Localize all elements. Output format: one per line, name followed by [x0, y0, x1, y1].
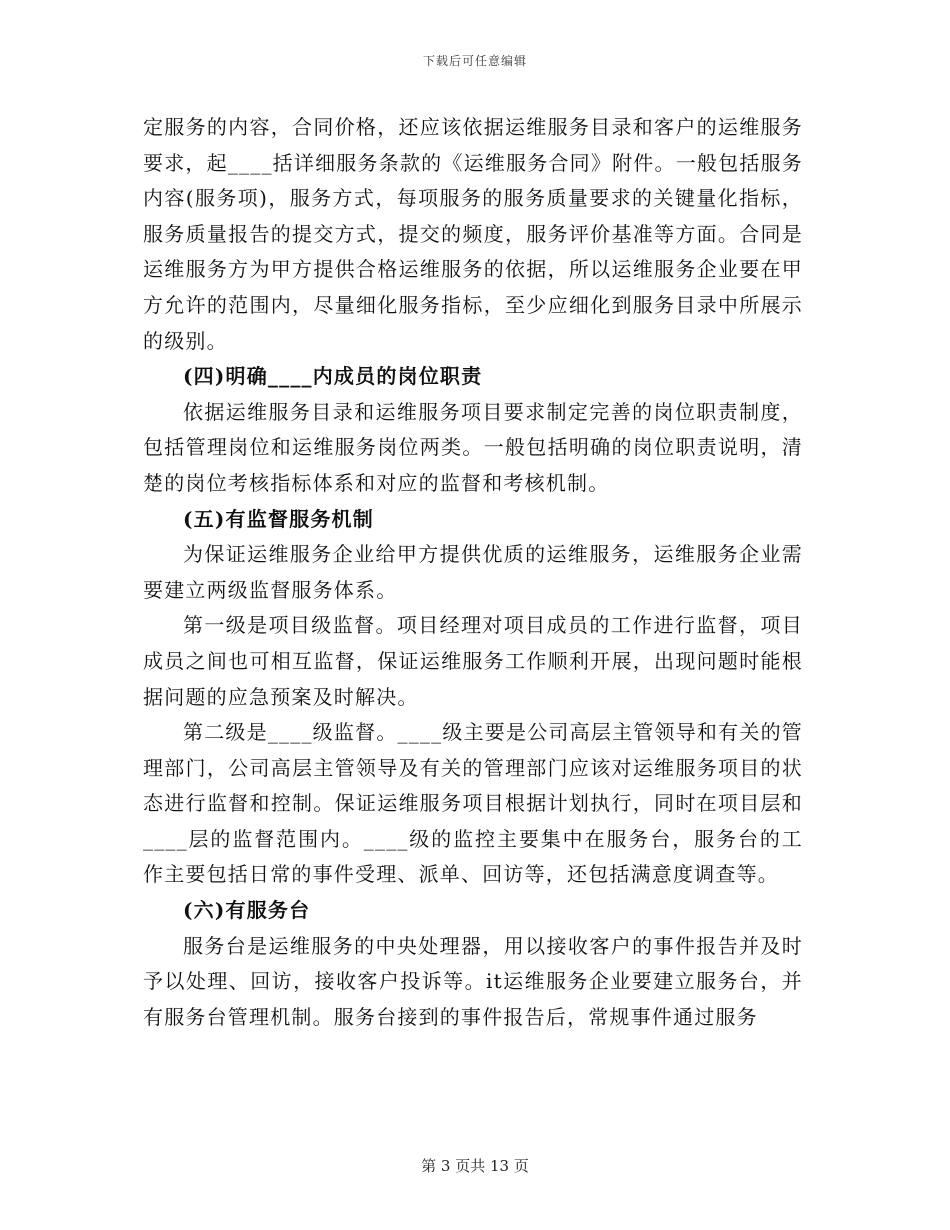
- paragraph-service-desk: 服务台是运维服务的中央处理器，用以接收客户的事件报告并及时予以处理、回访，接收客户投诉等。it运维服务企业要建立服务台，并有服务台管理机制。服务台接到的事件报告后，常规事件通过服务: [143, 933, 803, 1029]
- paragraph-first-level: 第一级是项目级监督。项目经理对项目成员的工作进行监督，项目成员之间也可相互监督，保证运维服务工作顺利开展，出现问题时能根据问题的应急预案及时解决。: [143, 613, 803, 709]
- paragraph-contract-details: 定服务的内容，合同价格，还应该依据运维服务目录和客户的运维服务要求，起____括详细服务条款的《运维服务合同》附件。一般包括服务内容(服务项)，服务方式，每项服务的服务质量要求的关键量化指标，服务质量报告的提交方式，提交的频度，服务评价基准等方面。合同是运维服务方为甲方提供合格运维服务的依据，所以运维服务企业要在甲方允许的范围内，尽量细化服务指标，至少应细化到服务目录中所展示的级别。: [143, 115, 803, 353]
- heading-section-5: (五)有监督服务机制: [183, 506, 374, 531]
- paragraph-supervision-intro: 为保证运维服务企业给甲方提供优质的运维服务，运维服务企业需要建立两级监督服务体系。: [143, 542, 803, 602]
- heading-section-4: (四)明确____内成员的岗位职责: [183, 364, 483, 389]
- document-body: [143, 110, 803, 1035]
- heading-section-6: (六)有服务台: [183, 898, 311, 923]
- page-number: 第 3 页共 13 页: [421, 1157, 529, 1175]
- paragraph-second-level: 第二级是____级监督。____级主要是公司高层主管领导和有关的管理部门，公司高层主管领导及有关的管理部门应该对运维服务项目的状态进行监督和控制。保证运维服务项目根据计划执行，同时在项目层和____层的监督范围内。____级的监控主要集中在服务台，服务台的工作主要包括日常的事件受理、派单、回访等，还包括满意度调查等。: [143, 720, 803, 887]
- paragraph-job-duties: 依据运维服务目录和运维服务项目要求制定完善的岗位职责制度，包括管理岗位和运维服务岗位两类。一般包括明确的岗位职责说明，清楚的岗位考核指标体系和对应的监督和考核机制。: [143, 399, 803, 495]
- page-header: 下载后可任意编辑: [422, 54, 527, 68]
